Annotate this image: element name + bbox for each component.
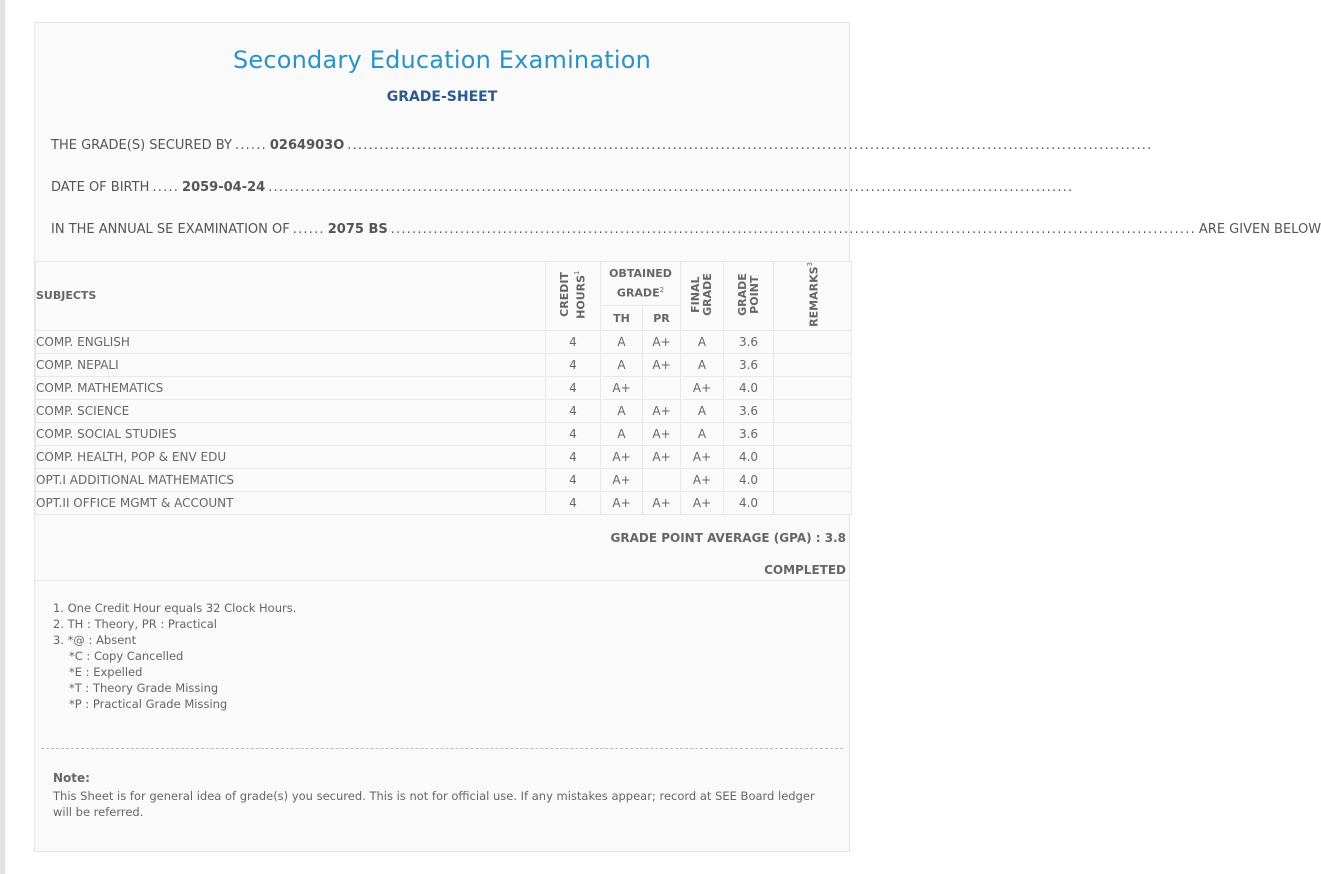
- credit-cell: 4: [546, 445, 601, 468]
- remarks-cell: [774, 376, 852, 399]
- th-cell: A+: [601, 491, 643, 514]
- exam-line: IN THE ANNUAL SE EXAMINATION OF ...... 2075 BS ....................................................................................................................................................... ARE GIVEN BELOW: [51, 222, 1321, 237]
- footnote-item: 3. *@ : Absent: [53, 633, 137, 647]
- secured-by-label: THE GRADE(S) SECURED BY: [51, 138, 232, 153]
- subject-cell: OPT.II OFFICE MGMT & ACCOUNT: [36, 491, 546, 514]
- subject-cell: COMP. SCIENCE: [36, 399, 546, 422]
- th-cell: A: [601, 330, 643, 353]
- table-row: [36, 353, 852, 376]
- credit-cell: 4: [546, 330, 601, 353]
- header-pr: PR: [643, 306, 681, 330]
- grades-table: [35, 261, 852, 515]
- th-cell: A+: [601, 468, 643, 491]
- point-cell: 4.0: [724, 491, 774, 514]
- result-status: COMPLETED: [764, 563, 846, 577]
- page-title: Secondary Education Examination: [232, 46, 652, 74]
- table-row: [36, 330, 852, 353]
- exam-label: IN THE ANNUAL SE EXAMINATION OF: [51, 222, 290, 237]
- th-cell: A: [601, 422, 643, 445]
- final-cell: A+: [681, 491, 724, 514]
- subject-cell: COMP. MATHEMATICS: [36, 376, 546, 399]
- credit-cell: 4: [546, 468, 601, 491]
- secured-by-line: THE GRADE(S) SECURED BY ...... 0264903O .......................................................................................................................................................: [51, 138, 1153, 153]
- pr-cell: A+: [643, 399, 681, 422]
- header-remarks: REMARKS$^3$: [774, 262, 852, 331]
- dob-line: DATE OF BIRTH ..... 2059-04-24 .......................................................................................................................................................: [51, 180, 1074, 195]
- header-th: TH: [601, 306, 643, 330]
- table-row: [36, 399, 852, 422]
- subject-cell: COMP. SOCIAL STUDIES: [36, 422, 546, 445]
- point-cell: 3.6: [724, 399, 774, 422]
- symbol-number: 0264903O: [269, 138, 345, 153]
- note-text: This Sheet is for general idea of grade(s) you secured. This is not for official use. If any mistakes appear; record at SEE Board ledger will be referred.: [53, 789, 815, 819]
- exam-tail: ARE GIVEN BELOW: [1198, 222, 1321, 237]
- header-subjects: SUBJECTS: [36, 262, 546, 331]
- table-row: [36, 468, 852, 491]
- th-cell: A+: [601, 445, 643, 468]
- credit-cell: 4: [546, 399, 601, 422]
- footnote-item: *T : Theory Grade Missing: [69, 681, 219, 695]
- point-cell: 3.6: [724, 422, 774, 445]
- point-cell: 3.6: [724, 330, 774, 353]
- exam-year: 2075 BS: [327, 222, 388, 237]
- footnote-item: 1. One Credit Hour equals 32 Clock Hours.: [53, 601, 297, 615]
- subject-cell: OPT.I ADDITIONAL MATHEMATICS: [36, 468, 546, 491]
- final-cell: A: [681, 422, 724, 445]
- point-cell: 4.0: [724, 376, 774, 399]
- final-cell: A+: [681, 376, 724, 399]
- table-row: [36, 376, 852, 399]
- remarks-cell: [774, 353, 852, 376]
- grade-sheet-panel: [34, 22, 1321, 852]
- point-cell: 4.0: [724, 468, 774, 491]
- header-final-grade: FINAL GRADE: [681, 262, 724, 331]
- header-credit-hours: CREDIT HOURS$^1$: [546, 262, 601, 331]
- table-row: [36, 422, 852, 445]
- note-heading: Note:: [53, 771, 90, 785]
- credit-cell: 4: [546, 376, 601, 399]
- table-row: [36, 491, 852, 514]
- point-cell: 4.0: [724, 445, 774, 468]
- dob-label: DATE OF BIRTH: [51, 180, 150, 195]
- dob-value: 2059-04-24: [182, 180, 266, 195]
- subject-cell: COMP. ENGLISH: [36, 330, 546, 353]
- point-cell: 3.6: [724, 353, 774, 376]
- subject-cell: COMP. HEALTH, POP & ENV EDU: [36, 445, 546, 468]
- pr-cell: [643, 468, 681, 491]
- final-cell: A+: [681, 468, 724, 491]
- header-obtained-grade: OBTAINED GRADE$^2$: [601, 262, 681, 306]
- footnote-item: *C : Copy Cancelled: [69, 649, 184, 663]
- left-scroll-edge: [0, 0, 5, 874]
- th-cell: A: [601, 399, 643, 422]
- final-cell: A: [681, 399, 724, 422]
- page-subtitle: GRADE-SHEET: [386, 89, 498, 105]
- pr-cell: A+: [643, 422, 681, 445]
- dashed-divider: [41, 748, 843, 749]
- remarks-cell: [774, 491, 852, 514]
- section-divider: [35, 580, 849, 581]
- credit-cell: 4: [546, 422, 601, 445]
- header-grade-point: GRADE POINT: [724, 262, 774, 331]
- credit-cell: 4: [546, 491, 601, 514]
- gpa-summary: GRADE POINT AVERAGE (GPA) : 3.8: [610, 531, 846, 545]
- footnotes: [53, 600, 296, 712]
- final-cell: A+: [681, 445, 724, 468]
- remarks-cell: [774, 445, 852, 468]
- final-cell: A: [681, 330, 724, 353]
- grades-table-wrapper: [35, 261, 851, 515]
- pr-cell: A+: [643, 445, 681, 468]
- remarks-cell: [774, 330, 852, 353]
- pr-cell: A+: [643, 330, 681, 353]
- credit-cell: 4: [546, 353, 601, 376]
- remarks-cell: [774, 468, 852, 491]
- th-cell: A: [601, 353, 643, 376]
- footnote-item: 2. TH : Theory, PR : Practical: [53, 617, 217, 631]
- pr-cell: [643, 376, 681, 399]
- remarks-cell: [774, 422, 852, 445]
- footnote-item: *P : Practical Grade Missing: [69, 697, 228, 711]
- th-cell: A+: [601, 376, 643, 399]
- pr-cell: A+: [643, 491, 681, 514]
- table-row: [36, 445, 852, 468]
- subject-cell: COMP. NEPALI: [36, 353, 546, 376]
- final-cell: A: [681, 353, 724, 376]
- remarks-cell: [774, 399, 852, 422]
- pr-cell: A+: [643, 353, 681, 376]
- footnote-item: *E : Expelled: [69, 665, 143, 679]
